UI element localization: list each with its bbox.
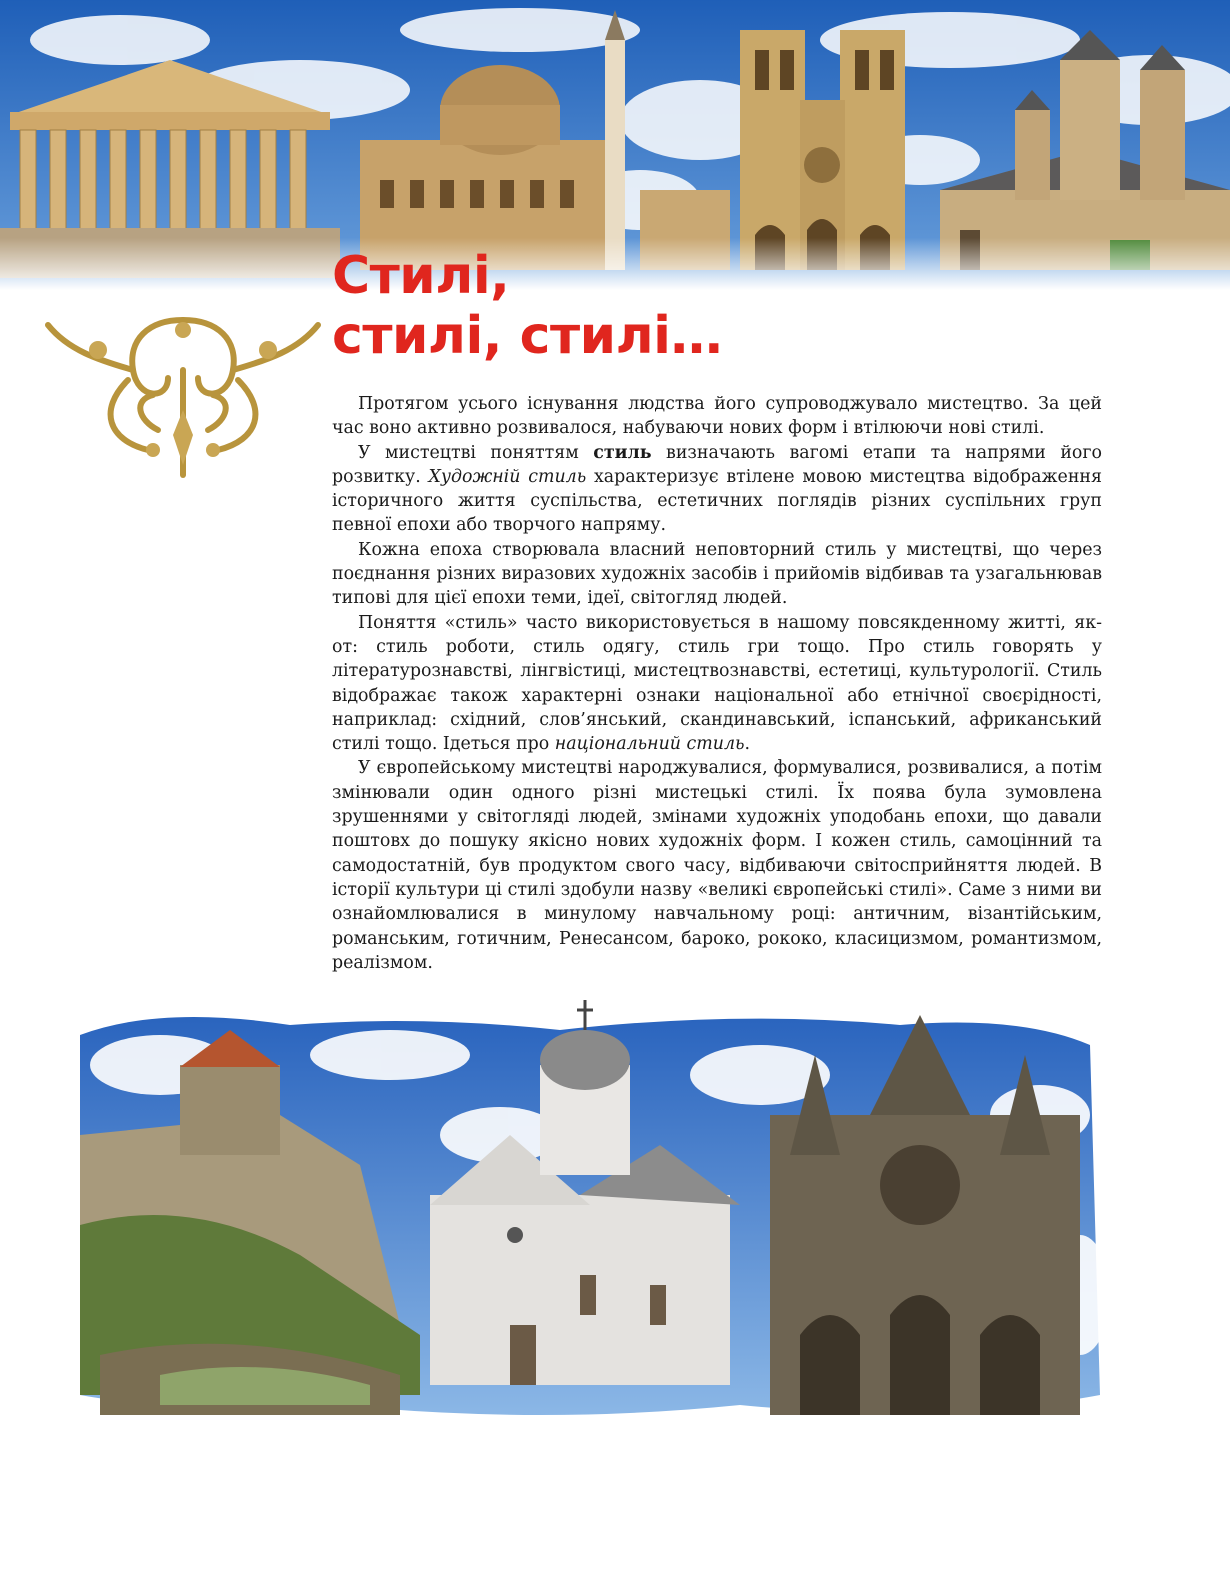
paragraph-4-part-c: . [744, 734, 751, 755]
page-title [332, 246, 722, 366]
title-line-2: стилі, стилі… [332, 306, 722, 366]
ornament-graphic [38, 300, 328, 485]
buildings-collage [40, 995, 1130, 1435]
paragraph-4 [332, 611, 1102, 757]
paragraph-5: У європейському мистецтві народжувалися, формувалися, розвивалися, а потім змінювали один одного різні мистецькі стилі. Їх поява була зумовлена зрушеннями у світогляді людей, змінами художніх уподобань епохи, що давали поштовх до пошуку якісно нових художніх форм. І кожен стиль, самоцінний та самодостатній, був продуктом свого часу, відбиваючи світосприйняття людей. В історії культури ці стилі здобули назву «великі європейські стилі». Саме з ними ви ознайомлювалися в минулому навчальному році: античним, візантійським, романським, готичним, Ренесансом, бароко, рококо, класицизмом, романтизмом, реалізмом. [332, 758, 1102, 973]
article-body [332, 392, 1102, 975]
decorative-ornament [38, 300, 328, 485]
term-national-style: національний стиль [554, 734, 745, 755]
term-style: стиль [593, 442, 652, 463]
term-art-style: Художній стиль [428, 466, 587, 487]
paragraph-2-part-c: визначають вагомі етапи та напрями його розвитку. [332, 442, 1102, 487]
paragraph-3: Кожна епоха створювала власний неповторний стиль у мистецтві, що через поєднання різних виразових художніх засобів і прийомів відбивав та узагальнював типові для цієї епохи теми, ідеї, світогляд людей. [332, 539, 1102, 609]
title-line-1: Стилі, [332, 246, 510, 306]
paragraph-2-part-e: характеризує втілене мовою мистецтва відображення історичного життя суспільства, естетичних поглядів різних суспільних груп певної епохи або творчого напряму. [332, 466, 1102, 536]
paragraph-2-part-a: У мистецтві поняттям [358, 442, 594, 463]
paragraph-2 [332, 441, 1102, 538]
bottom-photo-collage [40, 995, 1130, 1435]
paragraph-4-part-a: Поняття «стиль» часто використовується в нашому повсякденному житті, як-от: стиль роботи, стиль одягу, стиль гри тощо. Про стиль говорять у літературознавстві, лінгвістиці, мистецтвознавстві, естетиці, культурології. Стиль відображає також характерні ознаки національної або етнічної своєрідності, наприклад: східний, слов’янський, скандинавський, іспанський, африканський стилі тощо. Ідеться про [332, 612, 1102, 755]
paragraph-1: Протягом усього існування людства його супроводжувало мистецтво. За цей час воно активно розвивалося, набуваючи нових форм і втілюючи нові стилі. [332, 394, 1102, 439]
